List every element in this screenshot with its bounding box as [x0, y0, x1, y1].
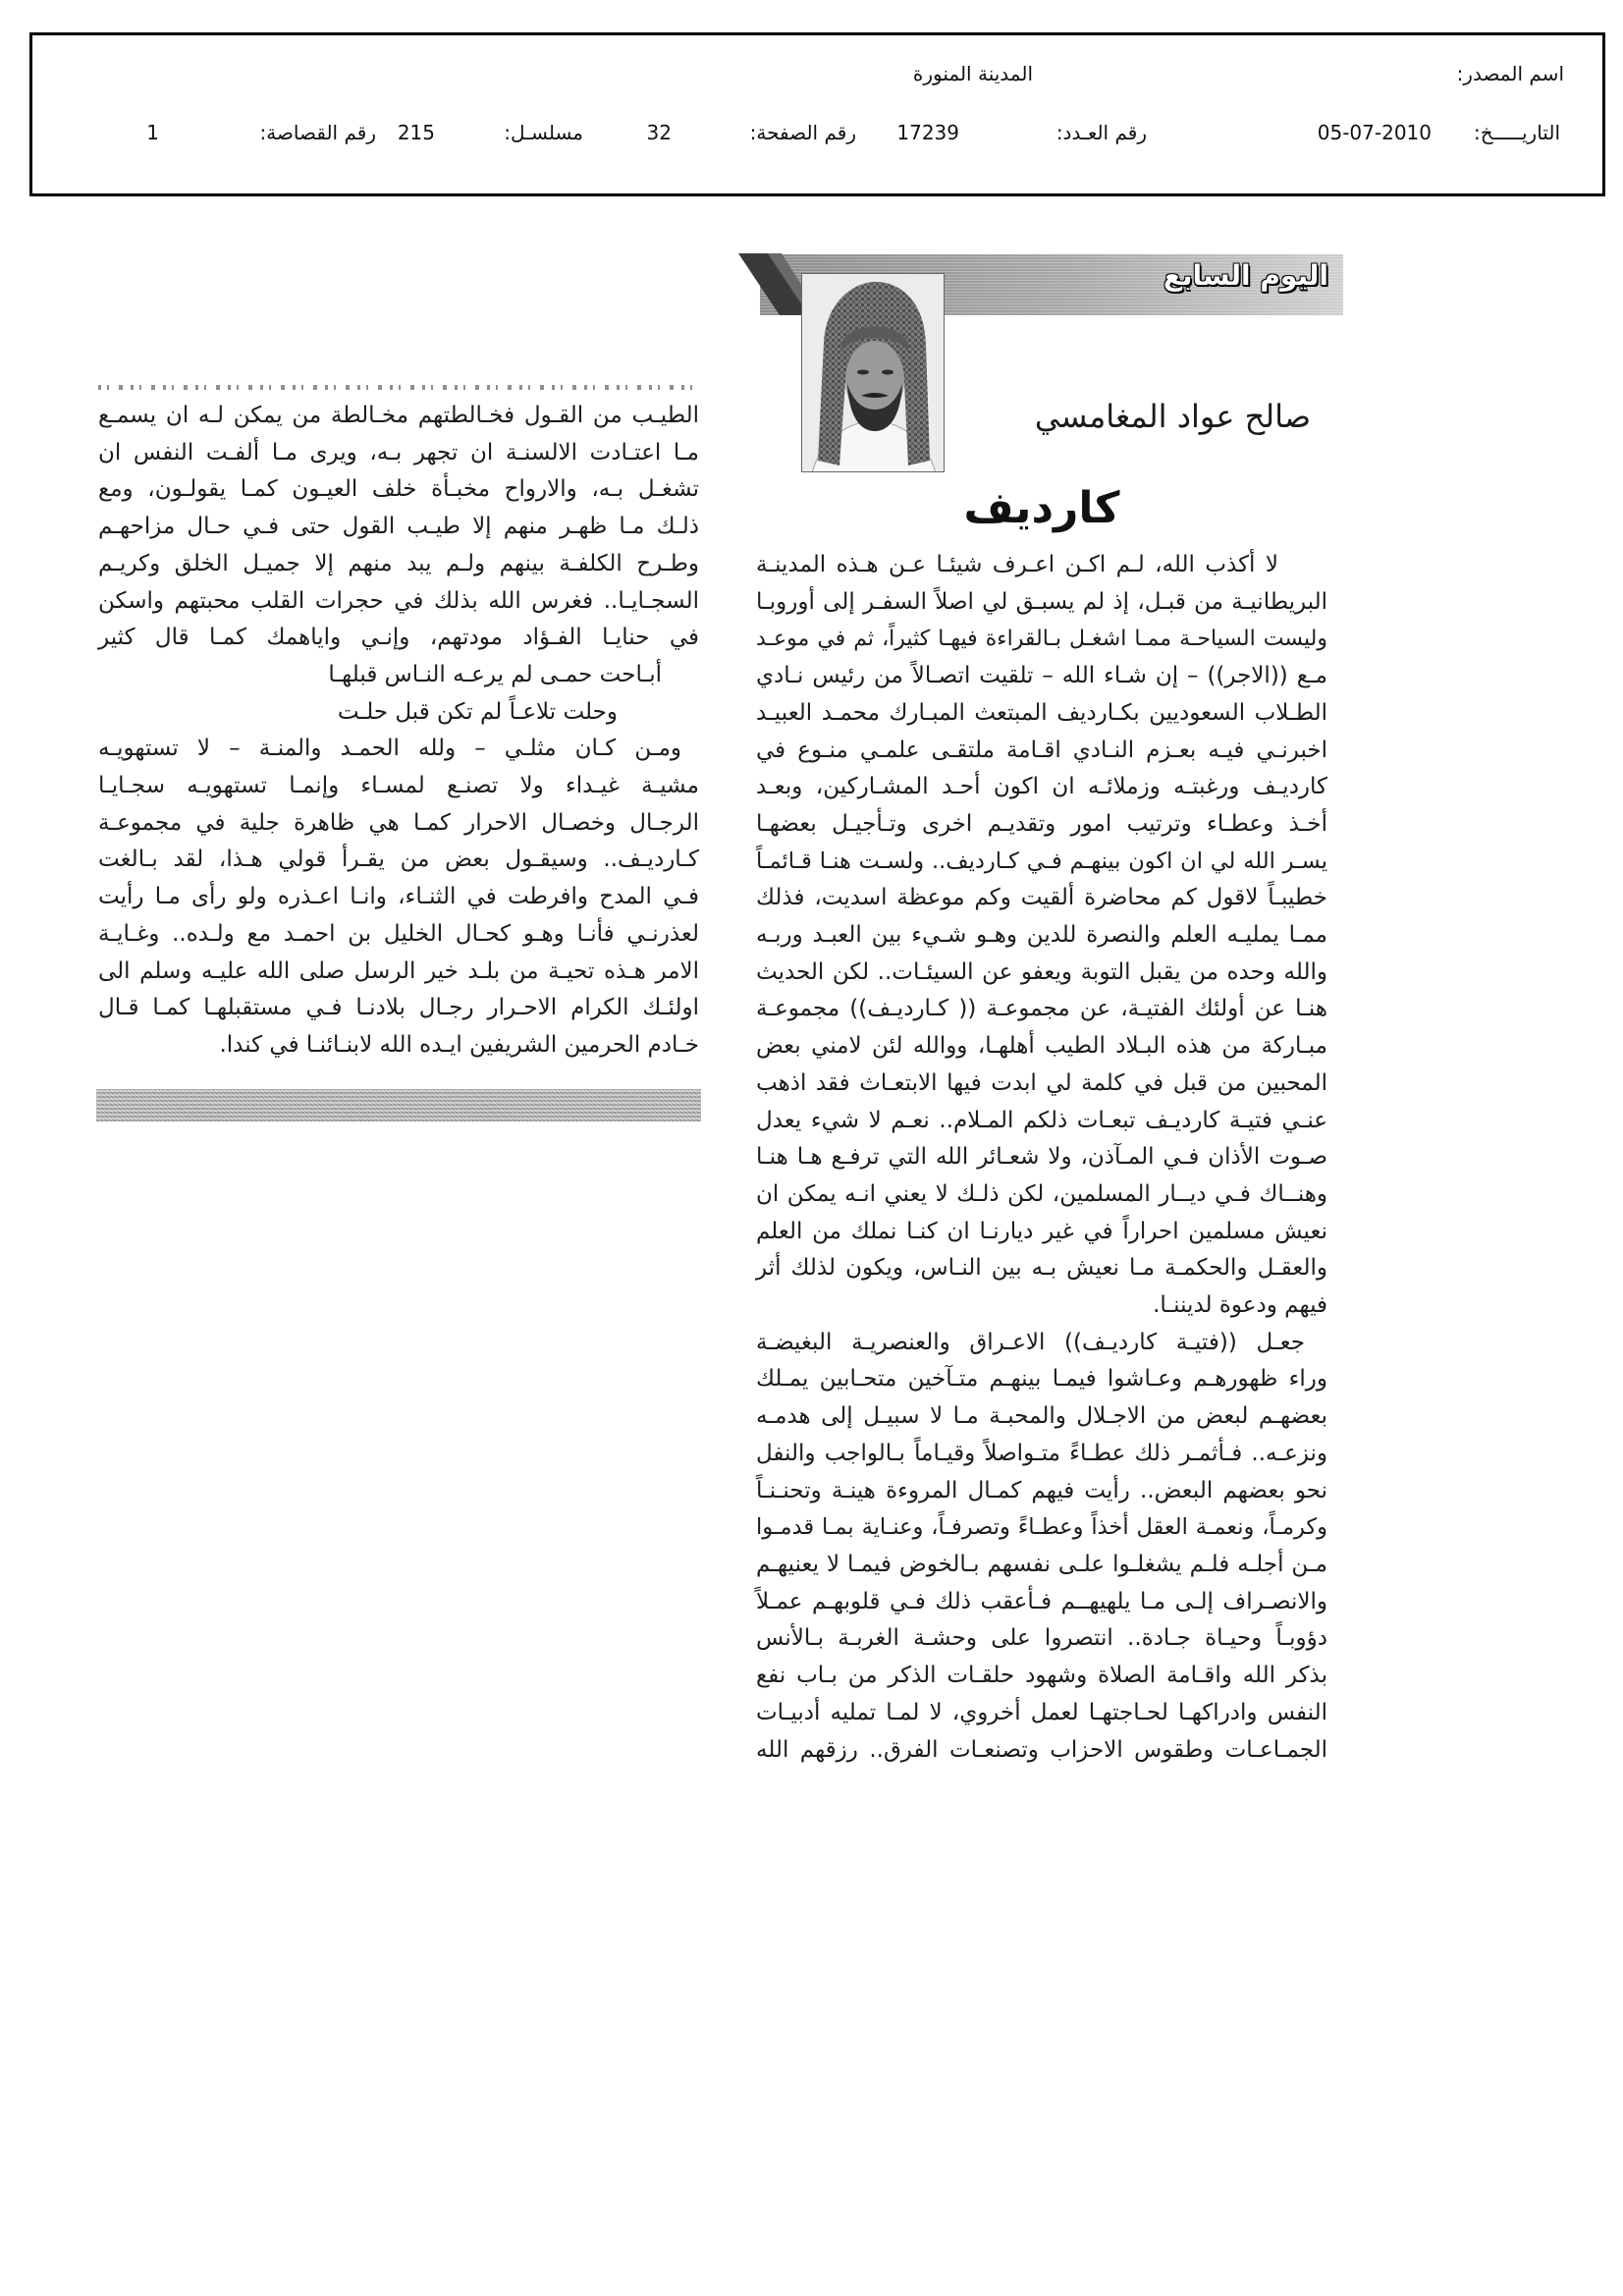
source-label: اسم المصدر:	[1456, 62, 1564, 85]
left-column-line: لعذرنـي فأنـا وهـو كحـال الخليل بن احمـد مع ولـده.. وغـايـة	[98, 920, 699, 947]
page-number-label: رقم الصفحة:	[749, 121, 856, 144]
right-column-line: بذكر الله واقـامة الصلاة وشهود حلقـات الذكر من بـاب نفع	[756, 1663, 1327, 1689]
date-label: التاريـــــخ:	[1474, 121, 1560, 144]
right-column-line: فيهم ودعوة لديننـا.	[1153, 1292, 1327, 1319]
right-column-line: ممـا يمليـه العلم والنصرة للدين وهـو شـيء بين العبـد وربـه	[756, 922, 1327, 949]
clipping-number-value: 1	[146, 121, 159, 144]
right-column-line: كارديـف ورغبتـه وزملائـه ان اكون أحـد المشـاركين، وبعـد	[756, 774, 1327, 800]
left-column-line: في حنايـا الفـؤاد مودتهم، وإنـي واياهمك كمـا قال كثير	[98, 625, 699, 651]
right-column-line: والعقـل والحكمـة مـا نعيش بـه بين النـاس، ويكون لذلك أثر	[756, 1255, 1327, 1282]
author-name: صالح عواد المغامسي	[1034, 398, 1311, 435]
right-column-line: مبـاركة من هذه البـلاد الطيب أهلهـا، ووالله لئن لامني بعض	[756, 1033, 1327, 1060]
right-column-line: ونزعـه.. فـأثمـر ذلك عطـاءً متـواصلاً وقيـاماً بـالواجب والنفل	[756, 1440, 1327, 1466]
article-title: كارديف	[963, 483, 1120, 533]
clipping-number-label: رقم القصاصة:	[259, 121, 376, 144]
left-column-line: فـي المدح وافرطت في الثنـاء، وانـا اعـذره ولو رأى مـا رأيت	[98, 884, 699, 910]
right-column-line: الطـلاب السعوديين بكـارديف المبتعث المبـارك محمـد العبيـد	[756, 699, 1327, 726]
right-column-line: أخـذ وعطـاء وترتيب امور وتقديـم اخرى وتـأجيـل بعضهـا	[756, 810, 1327, 837]
left-column-line: ومـن كـان مثلـي – ولله الحمـد والمنـة – لا تستهويـه	[98, 736, 681, 762]
right-column-line: والانصـراف إلـى مـا يلهيهــم فـأعقب ذلك فـي قلوبهـم عمـلاً	[756, 1588, 1327, 1614]
right-column-line: لا أكذب الله، لـم اكـن اعـرف شيئـا عـن هـذه المدينـة	[756, 552, 1278, 577]
left-column-line: تشغـل بـه، والارواح مخبـأة خلف العيـون كمـا يقولـون، ومع	[98, 476, 699, 503]
date-value: 05-07-2010	[1317, 121, 1432, 144]
right-column-line: عنـي فتيـة كارديـف تبعـات ذلكم المـلام.. نعـم لا شيء يعدل	[756, 1107, 1327, 1133]
issue-number-value: 17239	[896, 121, 959, 144]
right-column-line: النفس وادراكهـا لحـاجتهـا لعمل أخروي، لا لمـا تمليه أدبيـات	[756, 1699, 1327, 1725]
left-column-line: الطيـب من القـول فخـالطتهم مخـالطة من يمكن لـه ان يسمـع	[98, 403, 699, 428]
page-number-value: 32	[646, 121, 672, 144]
article-left-column	[98, 398, 699, 1065]
right-column-line: المحبين من قبل في كلمة لي ابدت فيها الابتعـاث فقد اذهب	[756, 1069, 1327, 1096]
right-column-line: وليست السياحـة ممـا اشغـل بـالقراءة فيهـا كثيراً، ثم في موعـد	[756, 627, 1327, 652]
right-column-line: مـن أجلـه فلـم يشغلـوا علـى نفسهم بـالخوض فيمـا لا يعنيهـم	[756, 1551, 1327, 1577]
left-column-line: اولئـك الكرام الاحـرار رجـال بلادنـا فـي مستقبلهـا كمـا قـال	[98, 995, 699, 1021]
left-column-line: وطـرح الكلفـة بينهم ولـم يبد منهم إلا جميـل الخلق وكريـم	[98, 550, 699, 576]
article-right-column	[756, 547, 1327, 1769]
right-column-line: والله وحده من يقبل التوبة ويعفو عن السيئـات.. لكن الحديث	[756, 958, 1327, 985]
left-column-line: وحلت تلاعـاً لم تكن قبل حلـت	[337, 698, 618, 725]
right-column-line: وكرمـاً، ونعمـة العقل أخذاً وعطـاءً وتصرفـاً، وعنـاية بمـا قدمـوا	[756, 1514, 1327, 1541]
right-column-line: صـوت الأذان فـي المـآذن، ولا شعـائر الله التي ترفـع هـا هنـا	[756, 1144, 1327, 1171]
right-column-line: وهنــاك فـي ديــار المسلمين، لكن ذلـك لا يعني انـه يمكن ان	[756, 1180, 1327, 1207]
issue-number-label: رقم العـدد:	[1055, 121, 1147, 144]
right-column-line: نعيش مسلمين احراراً في غير ديارنـا ان كنـا نملك من العلم	[756, 1218, 1327, 1244]
metadata-header-box	[29, 32, 1605, 196]
clipped-text-fragment	[98, 385, 699, 390]
right-column-line: اخبرنـي فيـه بعـزم النـادي اقـامة ملتقـى علمـي منـوع في	[756, 737, 1327, 763]
serial-label: مسلسـل:	[504, 121, 583, 144]
right-column-line: البريطانيـة من قبـل، إذ لم يسبـق لي اصلاً السفـر إلى أوروبـا	[756, 588, 1327, 615]
section-title: اليوم السابع	[1163, 259, 1328, 292]
serial-value: 215	[397, 121, 435, 144]
left-column-line: خـادم الحرمين الشريفين ايـده الله لابنـائنـا في كندا.	[219, 1031, 699, 1058]
right-column-line: جعـل ((فتيـة كارديـف)) الاعـراق والعنصريـة البغيضـة	[756, 1329, 1305, 1355]
left-column-line: ذلـك مـا ظهـر منهم إلا طيـب القول حتى فـي حـال مزاحهـم	[98, 514, 699, 540]
left-column-line: مـا اعتـادت الالسنـة ان تجهر بـه، ويرى مـا ألفـت النفس ان	[98, 439, 699, 465]
left-column-line: الرجـال وخصـال الاحرار كمـا هي ظاهرة جلية في مجموعـة	[98, 809, 699, 836]
author-portrait-image	[802, 274, 945, 472]
left-column-line: مشيـة غيـداء ولا تصنـع لمسـاء وإنمـا تستهويـه سجـايـا	[98, 773, 699, 799]
left-column-line: أبـاحت حمـى لم يرعـه النـاس قبلهـا	[328, 661, 662, 687]
left-column-line: الامر هـذه تحيـة من بلـد خير الرسل صلى الله عليـه وسلم الى	[98, 957, 699, 984]
right-column-line: بعضهـم لبعض من الاجـلال والمحبـة مـا لا سبيـل إلى هدمـه	[756, 1403, 1327, 1430]
right-column-line: دؤوبـاً وحيـاة جـادة.. انتصروا على وحشـة الغربـة بـالأنس	[756, 1625, 1327, 1652]
right-column-line: يسـر الله لي ان اكون بينهـم فـي كـارديف.. ولسـت هنـا قـائمـاً	[756, 847, 1327, 874]
left-column-line: كـارديـف.. وسيقـول بعض من يقـرأ قولي هـذا، لقد بـالغت	[98, 847, 699, 873]
source-value: المدينة المنورة	[912, 62, 1033, 85]
right-column-line: مـع ((الاجر)) – إن شـاء الله – تلقيت اتصـالاً من رئيس نـادي	[756, 663, 1327, 689]
right-column-line: نحو بعضهم البعض.. رأيت فيهم كمـال المروءة هينـة وتحنـنـاً	[756, 1477, 1327, 1503]
right-column-line: هنـا عن أولئك الفتيـة، عن مجموعـة (( كـارديـف)) مجموعـة	[756, 996, 1327, 1022]
right-column-line: وراء ظهورهـم وعـاشوا فيمـا بينهـم متـآخين متحـابين يمـلك	[756, 1366, 1327, 1393]
left-column-line: السجـايـا.. فغرس الله بذلك في حجرات القلب محبتهم واسكن	[98, 587, 699, 614]
right-column-line: الجمـاعـات وطقوس الاحزاب وتصنعـات الفرق.. رزقهم الله	[756, 1736, 1327, 1763]
right-column-line: خطيبـاً لاقول كم محاضرة ألقيت وكم موعظة اسديت، فذلك	[756, 885, 1327, 911]
author-photo	[801, 273, 945, 472]
halftone-divider-bar	[96, 1089, 701, 1121]
